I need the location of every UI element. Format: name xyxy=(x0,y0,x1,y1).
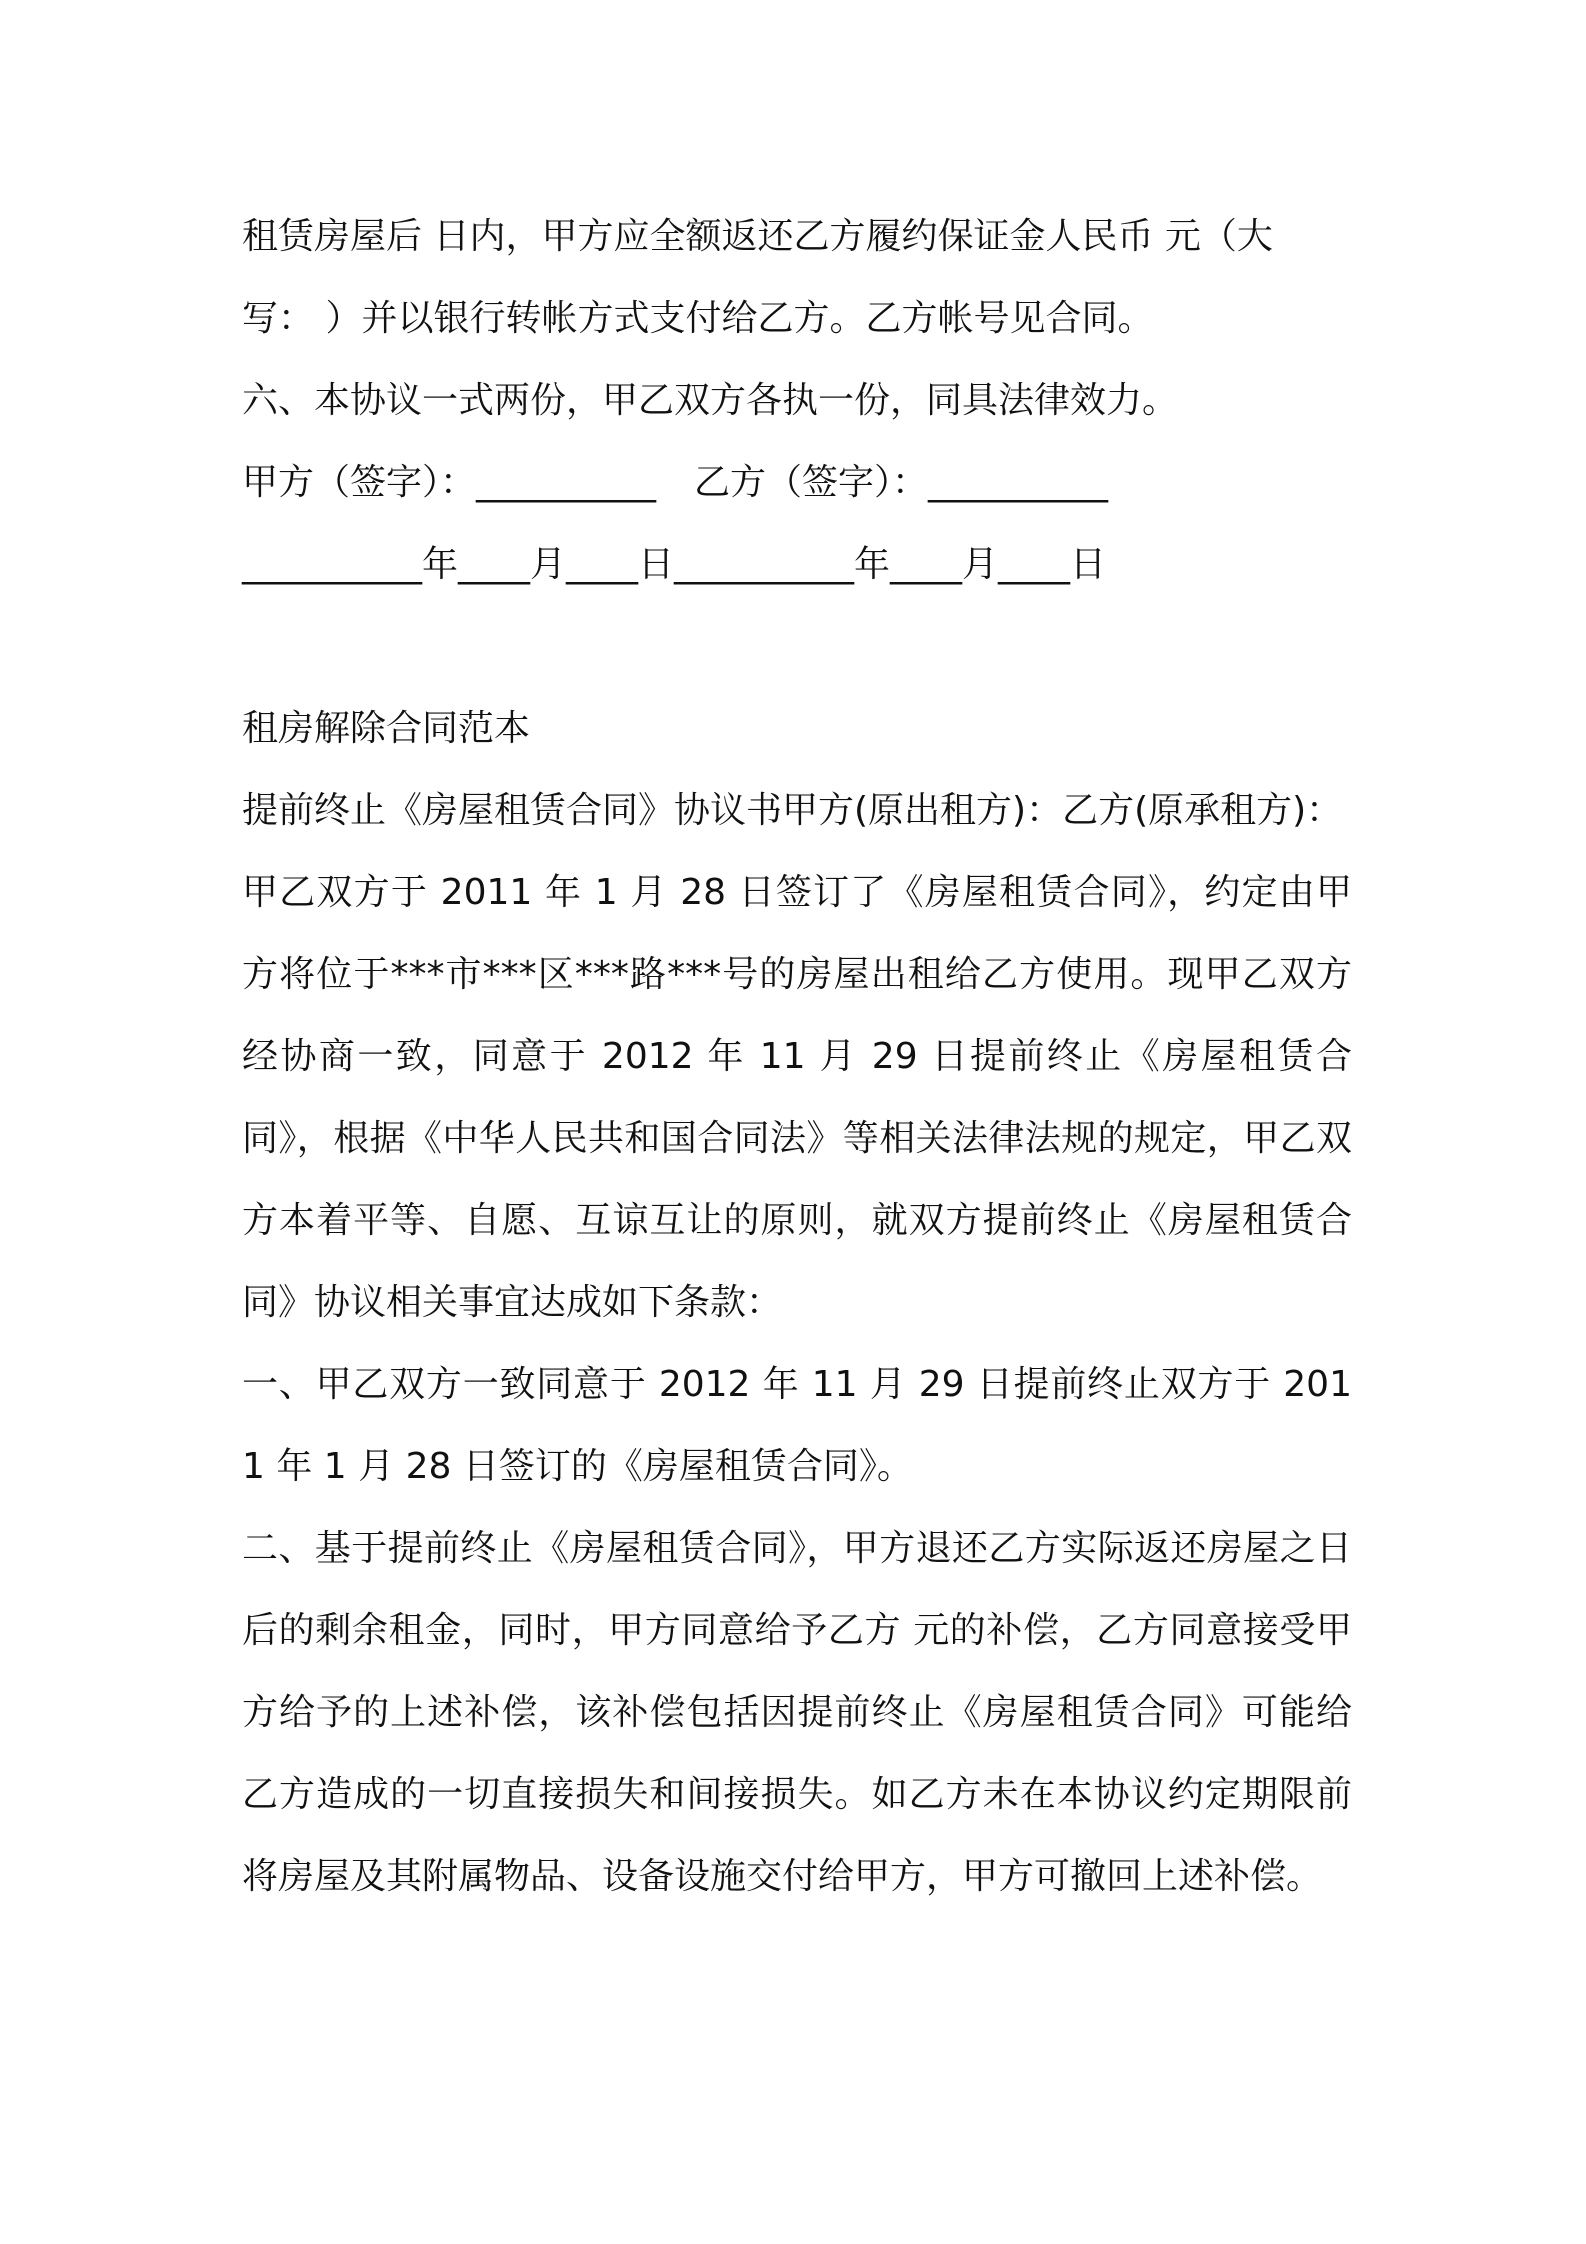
preamble-paragraph: 甲乙双方于 2011 年 1 月 28 日签订了《房屋租赁合同》，约定由甲方将位于***市***区***路***号的房屋出租给乙方使用。现甲乙双方经协商一致，同意于 2012 年 11 月 29 日提前终止《房屋租赁合同》，根据《中华人民共和国合同法》等相关法律法规的规定，甲乙双方本着平等、自愿、互谅互让的原则，就双方提前终止《房屋租赁合同》协议相关事宜达成如下条款： xyxy=(242,872,1352,1323)
clause-six: 六、本协议一式两份，甲乙双方各执一份，同具法律效力。 xyxy=(242,380,1179,421)
intro-line-2: 写： ）并以银行转帐方式支付给乙方。乙方帐号见合同。 xyxy=(242,298,1154,339)
clause-one-paragraph: 一、甲乙双方一致同意于 2012 年 11 月 29 日提前终止双方于 2011 年 1 月 28 日签订的《房屋租赁合同》。 xyxy=(242,1364,1352,1487)
section-spacer xyxy=(242,606,1352,688)
party-b-signature: 乙方（签字）：__________ xyxy=(694,462,1109,503)
agreement-header-line: 提前终止《房屋租赁合同》协议书甲方(原出租方)：乙方(原承租方)： xyxy=(242,790,1343,831)
signature-row xyxy=(242,442,1352,524)
signature-date-line: __________年____月____日__________年____月____日 xyxy=(242,544,1106,585)
party-a-signature: 甲方（签字）：__________ xyxy=(242,462,657,503)
document-body xyxy=(242,196,1352,1918)
intro-line-1: 租赁房屋后 日内，甲方应全额返还乙方履约保证金人民币 元（大 xyxy=(242,216,1273,257)
section-title: 租房解除合同范本 xyxy=(242,708,531,749)
clause-two-paragraph: 二、基于提前终止《房屋租赁合同》，甲方退还乙方实际返还房屋之日后的剩余租金，同时，甲方同意给予乙方 元的补偿，乙方同意接受甲方给予的上述补偿，该补偿包括因提前终止《房屋租赁合同》可能给乙方造成的一切直接损失和间接损失。如乙方未在本协议约定期限前将房屋及其附属物品、设备设施交付给甲方，甲方可撤回上述补偿。 xyxy=(242,1528,1352,1897)
